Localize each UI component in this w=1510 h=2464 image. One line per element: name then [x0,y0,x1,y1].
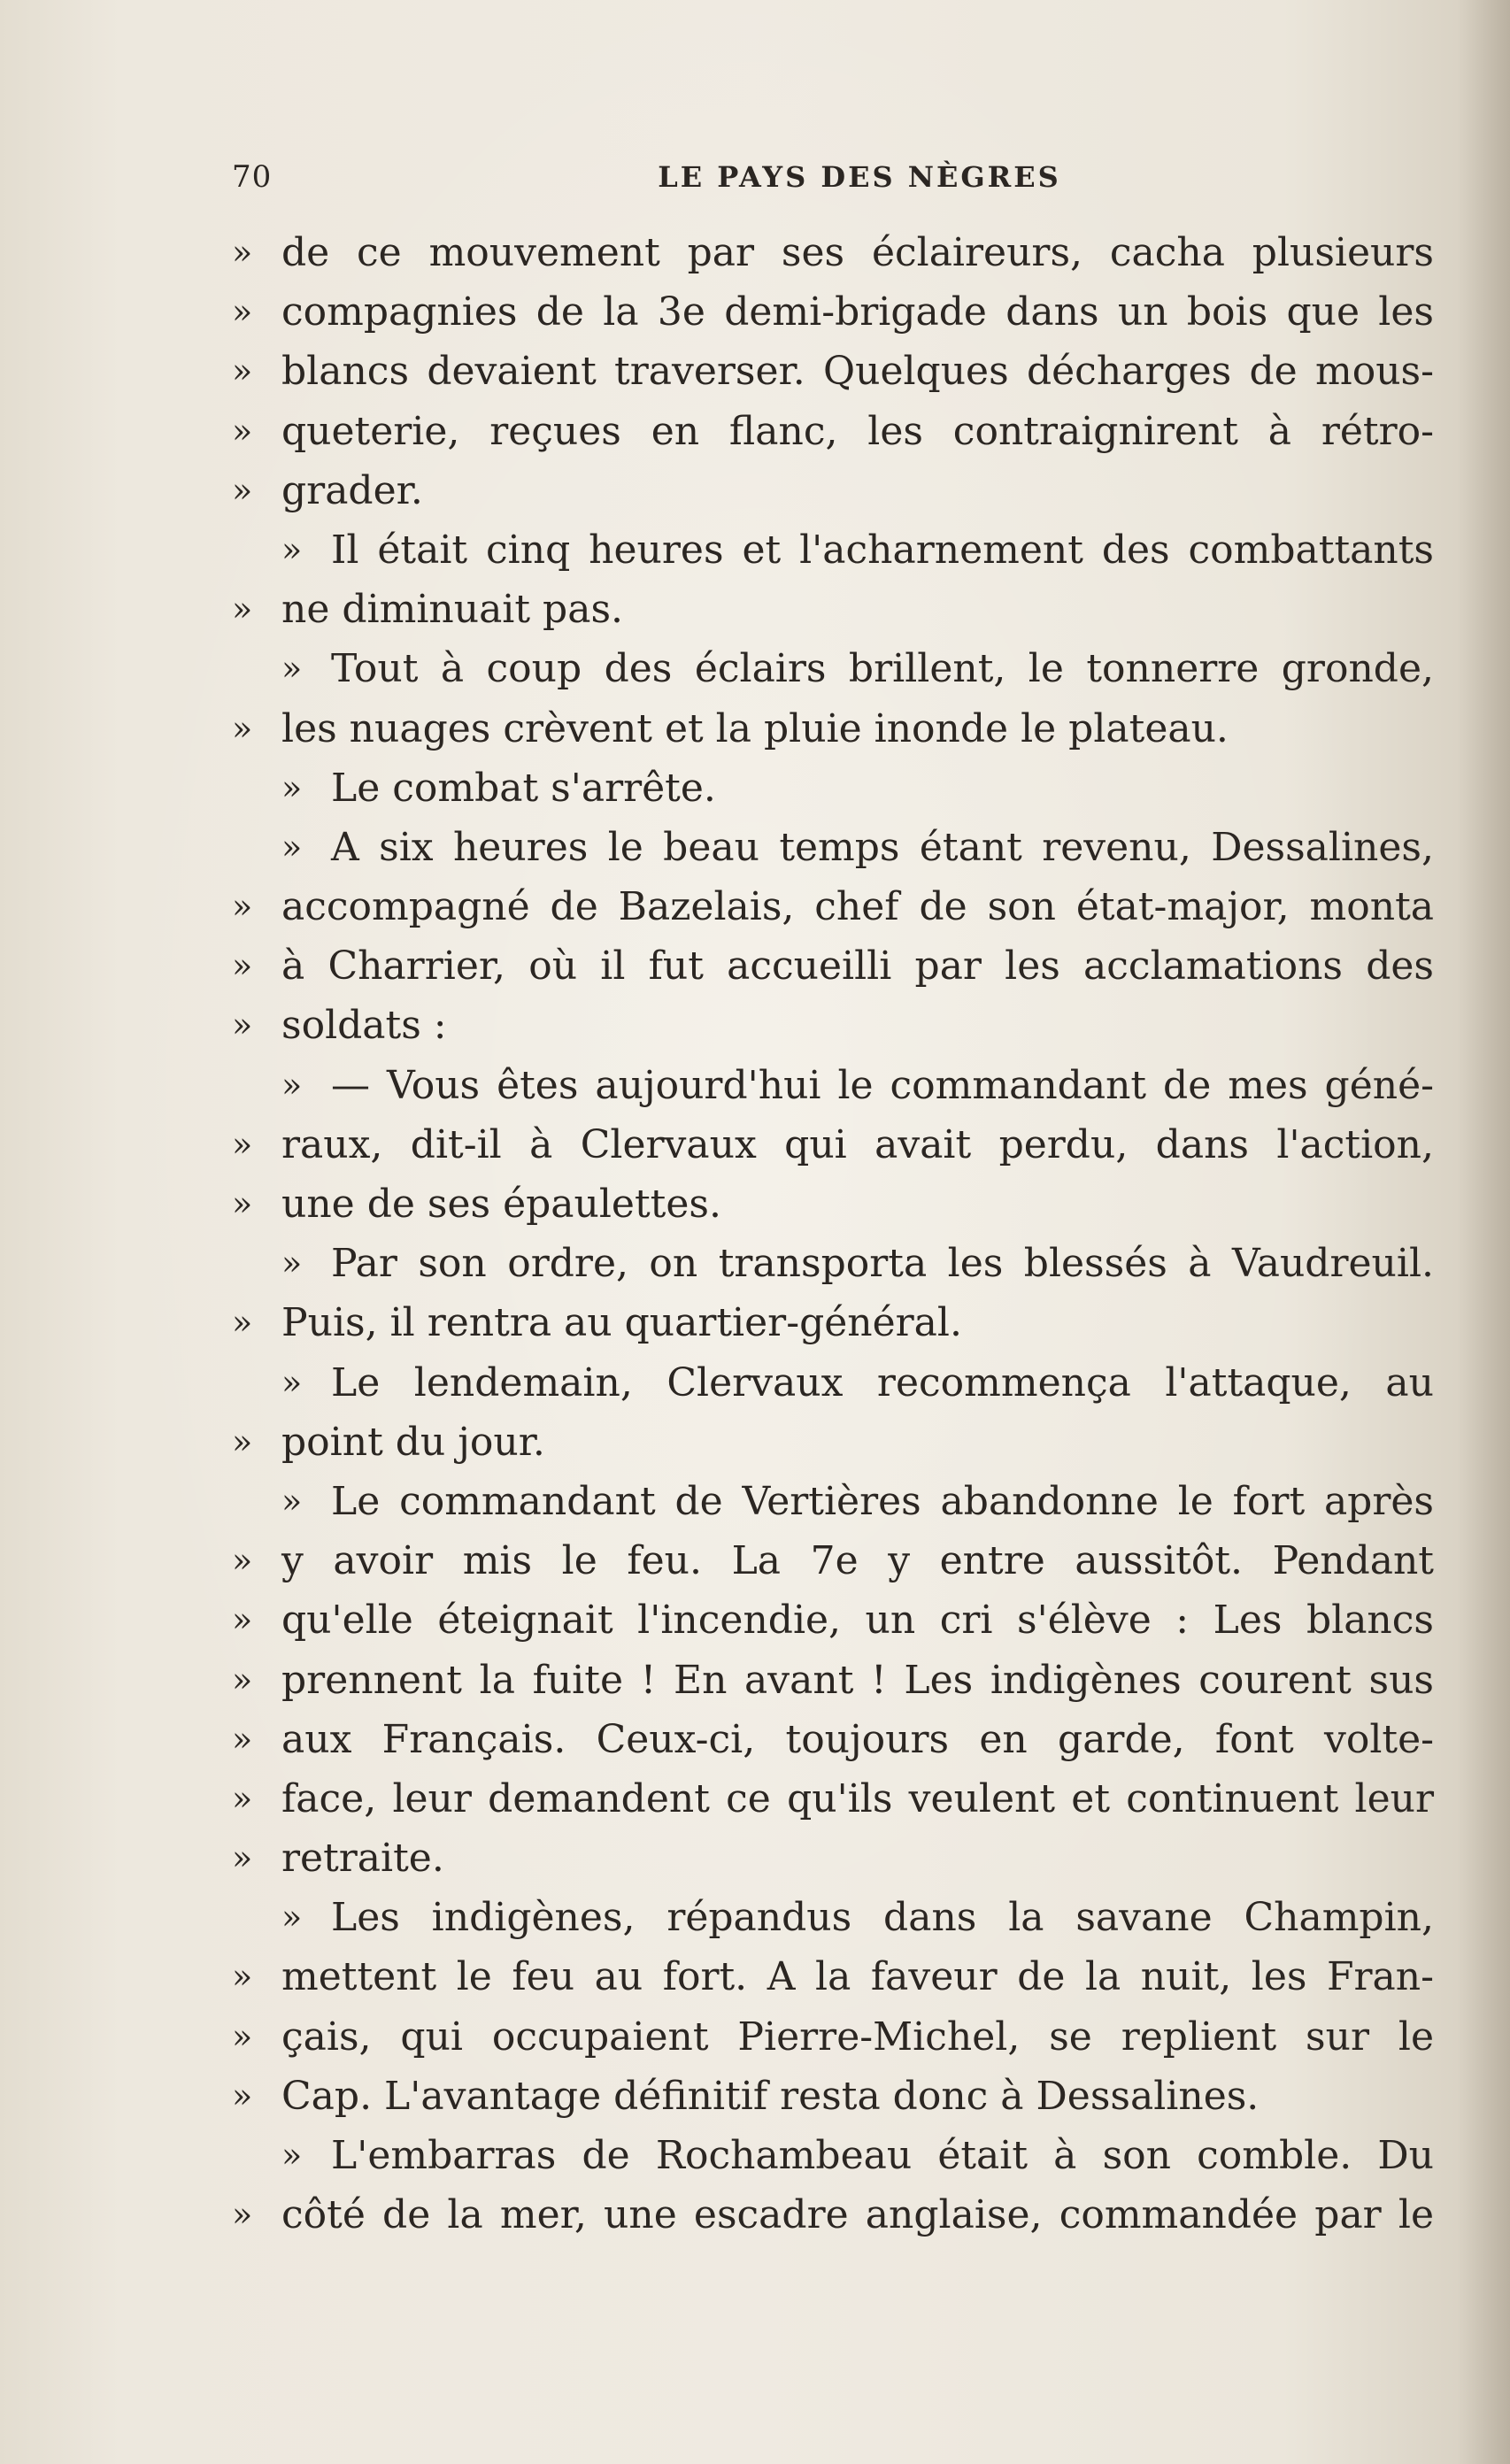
text-line [232,1710,1434,1769]
text-line [232,1115,1434,1174]
line-text: Le combat s'arrête. [331,765,716,811]
line-text: y avoir mis le feu. La 7e y entre aussitôt. Pendant [281,1538,1434,1584]
guillemet-mark: » [281,1065,303,1105]
line-text: Tout à coup des éclairs brillent, le tonnerre gronde, [331,646,1434,692]
guillemet-mark: » [232,1600,253,1640]
guillemet-mark: » [281,529,303,569]
guillemet-mark: » [281,1898,303,1937]
line-text: à Charrier, où il fut accueilli par les acclamations des [281,943,1434,989]
guillemet-mark: » [281,1362,303,1402]
guillemet-mark: » [232,1005,253,1045]
guillemet-mark: » [232,233,253,272]
guillemet-mark: » [281,1481,303,1521]
line-text: — Vous êtes aujourd'hui le commandant de mes géné- [331,1062,1434,1108]
guillemet-mark: » [232,1184,253,1223]
guillemet-mark: » [232,1541,253,1581]
text-line [232,1353,1434,1413]
line-text: point du jour. [281,1419,545,1465]
text-line [232,2007,1434,2067]
line-text: prennent la fuite ! En avant ! Les indigènes courent sus [281,1657,1434,1703]
text-line [232,639,1434,698]
guillemet-mark: » [232,2195,253,2235]
text-line [232,580,1434,639]
guillemet-mark: » [232,708,253,748]
line-text: ne diminuait pas. [281,587,624,633]
text-line [232,1174,1434,1234]
running-title: LE PAYS DES NÈGRES [658,160,1061,194]
line-text: Le lendemain, Clervaux recommença l'attaque, au [331,1359,1434,1405]
text-line [232,936,1434,996]
text-line [232,758,1434,818]
text-line [232,342,1434,401]
guillemet-mark: » [232,887,253,927]
line-text: face, leur demandent ce qu'ils veulent et continuent leur [281,1775,1434,1821]
line-text: compagnies de la 3e demi-brigade dans un bois que les [281,289,1434,335]
guillemet-mark: » [232,1778,253,1818]
guillemet-mark: » [232,1957,253,1997]
line-text: grader. [281,467,423,513]
guillemet-mark: » [232,292,253,332]
page-edge-shadow [1457,0,1510,2464]
text-line [232,1056,1434,1115]
text-line [232,1472,1434,1531]
guillemet-mark: » [232,1719,253,1759]
guillemet-mark: » [232,946,253,986]
text-line [232,699,1434,758]
line-text: aux Français. Ceux-ci, toujours en garde, font volte- [281,1716,1434,1762]
line-text: queterie, reçues en flanc, les contraignirent à rétro- [281,408,1434,454]
line-text: soldats : [281,1003,447,1049]
body-text [232,223,1434,2245]
line-text: Par son ordre, on transporta les blessés à Vaudreuil. [331,1241,1434,1287]
text-line [232,1947,1434,2006]
guillemet-mark: » [232,2075,253,2115]
page-number: 70 [232,159,273,195]
guillemet-mark: » [281,767,303,807]
guillemet-mark: » [281,1244,303,1283]
line-text: Il était cinq heures et l'acharnement des combattants [331,527,1434,573]
guillemet-mark: » [232,1838,253,1878]
text-line [232,1651,1434,1710]
guillemet-mark: » [232,1303,253,1343]
guillemet-mark: » [232,1124,253,1164]
guillemet-mark: » [281,2136,303,2175]
text-line [232,402,1434,461]
line-text: les nuages crèvent et la pluie inonde le plateau. [281,705,1229,751]
line-text: côté de la mer, une escadre anglaise, commandée par le [281,2192,1434,2238]
line-text: A six heures le beau temps étant revenu, Dessalines, [331,824,1434,870]
guillemet-mark: » [281,827,303,866]
line-text: une de ses épaulettes. [281,1182,721,1227]
line-text: de ce mouvement par ses éclaireurs, cacha plusieurs [281,230,1434,275]
text-line [232,1829,1434,1888]
text-line [232,1888,1434,1947]
guillemet-mark: » [232,589,253,629]
text-line [232,1590,1434,1650]
line-text: Cap. L'avantage définitif resta donc à Dessalines. [281,2073,1260,2119]
line-text: accompagné de Bazelais, chef de son état-major, monta [281,884,1434,930]
text-line [232,1293,1434,1352]
text-line [232,2126,1434,2185]
line-text: Le commandant de Vertières abandonne le fort après [331,1478,1434,1524]
guillemet-mark: » [232,470,253,510]
text-line [232,1769,1434,1829]
guillemet-mark: » [232,1659,253,1699]
text-line [232,461,1434,520]
text-line [232,996,1434,1055]
guillemet-mark: » [232,351,253,391]
text-line [232,520,1434,580]
text-line [232,282,1434,342]
text-line [232,2067,1434,2126]
line-text: L'embarras de Rochambeau était à son comble. Du [331,2133,1434,2178]
line-text: raux, dit-il à Clervaux qui avait perdu, dans l'action, [281,1121,1434,1167]
line-text: Puis, il rentra au quartier-général. [281,1300,962,1346]
guillemet-mark: » [281,649,303,689]
guillemet-mark: » [232,1421,253,1461]
text-line [232,877,1434,936]
line-text: blancs devaient traverser. Quelques décharges de mous- [281,349,1434,395]
page-header [232,152,1434,202]
line-text: retraite. [281,1836,444,1882]
line-text: qu'elle éteignait l'incendie, un cri s'élève : Les blancs [281,1598,1434,1644]
text-line [232,818,1434,877]
line-text: mettent le feu au fort. A la faveur de la nuit, les Fran- [281,1954,1434,2000]
guillemet-mark: » [232,411,253,450]
line-text: çais, qui occupaient Pierre-Michel, se replient sur le [281,2014,1434,2060]
text-line [232,1413,1434,1472]
text-line [232,1531,1434,1590]
guillemet-mark: » [232,2016,253,2056]
line-text: Les indigènes, répandus dans la savane Champin, [331,1895,1434,1941]
text-line [232,223,1434,282]
text-line [232,1234,1434,1293]
text-line [232,2185,1434,2245]
